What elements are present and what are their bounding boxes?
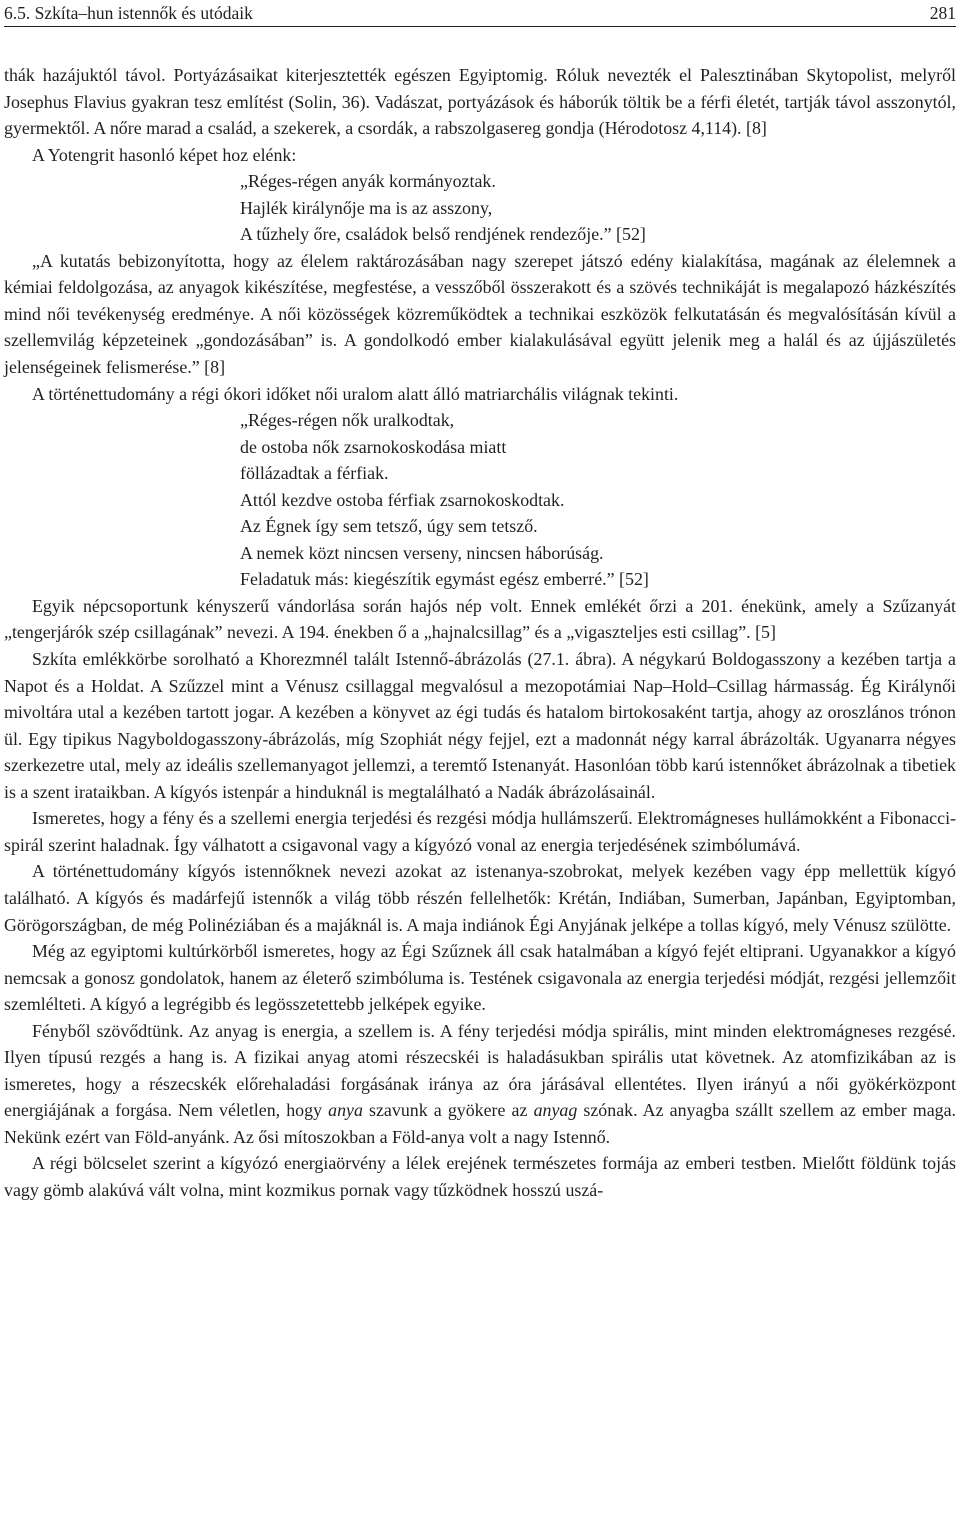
page-number: 281	[929, 3, 956, 23]
paragraph: thák hazájuktól távol. Portyázásaikat kiterjesztették egészen Egyiptomig. Róluk nevezték el Palesztinában Skytopolist, melyről Josephus Flavius gyakran tesz említést (Solin, 36). Vadászat, portyázások és háborúk töltik be a férfi életét, tartják távol asszonytól, gyermektől. A nőre marad a család, a szekerek, a csordák, a rabszolgasereg gondja (Hérodotosz 4,114). [8]	[4, 65, 956, 139]
paragraph: Ismeretes, hogy a fény és a szellemi energia terjedési és rezgési módja hullámszerű. Elektromágneses hullámokként a Fibonacci-spirál szerint haladnak. Így válhatott a csigavonal vagy a kígyózó vonal az energia terjedésének szimbólumává.	[4, 808, 956, 855]
verse-quote	[4, 168, 956, 248]
running-head	[4, 0, 956, 27]
text-run: szavunk a gyökere az	[362, 1100, 534, 1121]
verse-line: Az Égnek így sem tetsző, úgy sem tetsző.	[240, 516, 538, 537]
verse-line: Hajlék királynője ma is az asszony,	[240, 197, 493, 218]
verse-line: Feladatuk más: kiegészítik egymást egész emberré.” [52]	[240, 569, 649, 590]
section-title: 6.5. Szkíta–hun istennők és utódaik	[4, 3, 253, 23]
verse-line: „Réges-régen nők uralkodtak,	[240, 410, 455, 431]
paragraph: A történettudomány kígyós istennőknek nevezi azokat az istenanya-szobrokat, melyek kezében vagy épp mellettük kígyó található. A kígyós és madárfejű istennők a világ több részén fellelhetők: Krétán, Indiában, Sumerban, Japánban, Egyiptomban, Görögországban, de még Polinéziában és a majáknál is. A maja indiánok Égi Anyjának jelképe a tollas kígyó, mely Vénusz szülötte.	[4, 861, 956, 935]
verse-line: A nemek közt nincsen verseny, nincsen háborúság.	[240, 542, 604, 563]
paragraph	[4, 1018, 956, 1151]
verse-line: „Réges-régen anyák kormányoztak.	[240, 171, 496, 192]
verse-line: föllázadtak a férfiak.	[240, 463, 389, 484]
paragraph: „A kutatás bebizonyította, hogy az élelem raktározásában nagy szerepet játszó edény kialakítása, magának az élelemnek a kémiai feldolgozása, az anyagok kikészítése, megfestése, a vesszőből összerakott és a szövés technikáját is megalapozó házkészítés mind női tevékenység eredménye. A női közösségek közreműködtek a technikai eszközök felkutatásán és megvalósításán kívül a szellemvilág képzeteinek „gondozásában” is. A gondolkodó ember kialakulásával együtt jelenik meg a halál és az újjászületés jelenségeinek felismerése.” [8]	[4, 250, 956, 378]
paragraph: Szkíta emlékkörbe sorolható a Khorezmnél talált Istennő-ábrázolás (27.1. ábra). A négykarú Boldogasszony a kezében tartja a Napot és a Holdat. A Szűzzel mint a Vénusz csillaggal megvalósul a mezopotámiai Nap–Hold–Csillag hármasság. Ég Királynői mivoltára utal a kezében tartott jogar. A kezében a könyvet az égi tudás és hatalom birtokosaként tartja, ahogy az oroszlános trónon ül. Egy tipikus Nagyboldogasszony-ábrázolás, míg Szophiát négy fejjel, ezt a madonnát négy karral ábrázolták. Ugyanarra négyes szerkezetre utal, mely az ideális szellemanyagot jellemzi, a teremtő Istenanyát. Hasonlóan több karú istennőket ábrázolnak a tibetiek is a szent irataikban. A kígyós istenpár a hinduknál is megtalálható a Nadák ábrázolásainál.	[4, 649, 956, 802]
paragraph: Még az egyiptomi kultúrkörből ismeretes, hogy az Égi Szűznek áll csak hatalmában a kígyó fejét eltiprani. Ugyanakkor a kígyó nemcsak a gonosz gondolatok, hanem az életerő szimbóluma is. Testének csigavonala az energia terjedési módját, rezgési jellemzőit szemlélteti. A kígyó a legrégibb és legösszetettebb jelképek egyike.	[4, 941, 956, 1015]
italic-word: anya	[328, 1100, 363, 1121]
verse-line: de ostoba nők zsarnokoskodása miatt	[240, 436, 507, 457]
text-run: Fényből szövődtünk. Az anyag is energia, a szellem is. A fény terjedési módja spirális, mint minden elektromágneses rezgésé. Ilyen típusú rezgés a hang is. A fizikai anyag atomi részecskéi is haladásukban spirális utat követnek. Az atomfizikában az is ismeretes, hogy a részecskék előrehaladási forgásának iránya az óra járásával ellentétes. Ilyen irányú a női gyökérközpont energiájának a forgása. Nem véletlen, hogy	[4, 1020, 956, 1121]
verse-line: A tűzhely őre, családok belső rendjének rendezője.” [52]	[240, 224, 646, 245]
paragraph: A történettudomány a régi ókori időket női uralom alatt álló matriarchális világnak tekinti.	[32, 383, 679, 404]
body-text	[4, 62, 956, 1204]
paragraph: A régi bölcselet szerint a kígyózó energiaörvény a lélek erejének természetes formája az emberi testben. Mielőtt földünk tojás vagy gömb alakúvá vált volna, mint kozmikus pornak vagy tűzködnek hosszú uszá-	[4, 1153, 956, 1200]
paragraph: Egyik népcsoportunk kényszerű vándorlása során hajós nép volt. Ennek emlékét őrzi a 201. énekünk, amely a Szűzanyát „tengerjárók szép csillagának” nevezi. A 194. énekben ő a „hajnalcsillag” és a „vigaszteljes esti csillag”. [5]	[4, 595, 956, 643]
text-run: szónak. Az anyagba szállt szellem az ember maga. Nekünk ezért van Föld-anyánk. Az ősi mítoszokban a Föld-anya volt a nagy Istennő.	[4, 1100, 957, 1147]
paragraph: A Yotengrit hasonló képet hoz elénk:	[32, 144, 297, 165]
italic-word: anyag	[533, 1100, 578, 1121]
verse-quote	[4, 407, 956, 593]
verse-line: Attól kezdve ostoba férfiak zsarnokoskodtak.	[240, 489, 565, 510]
